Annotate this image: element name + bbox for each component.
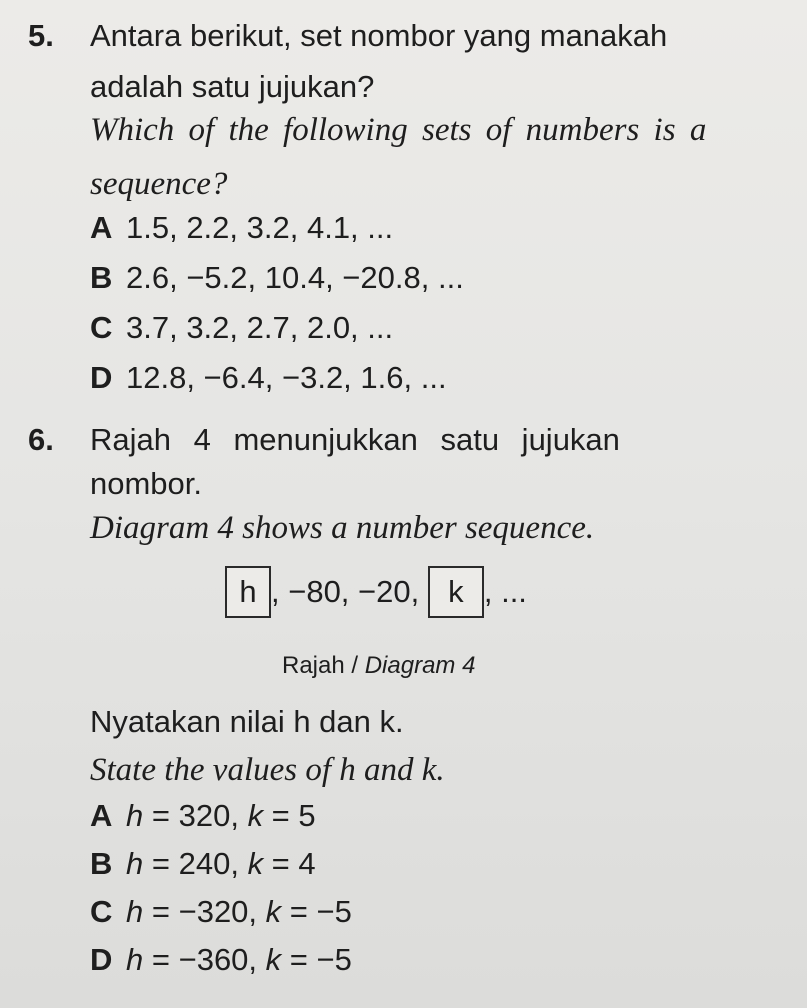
sequence-box-h: h (225, 566, 271, 618)
number-sequence-diagram (225, 562, 527, 622)
question-5-english-line-2: sequence? (90, 166, 228, 202)
q5-option-b-letter: B (90, 260, 113, 295)
q6-option-c-answer: h = −320, k = −5 (126, 894, 352, 929)
q5-option-a-letter: A (90, 210, 113, 245)
q6-option-d-letter: D (90, 942, 113, 977)
q5-option-d-text: 12.8, −6.4, −3.2, 1.6, ... (126, 360, 447, 395)
q6-option-a-h: 320 (178, 798, 231, 833)
q6-option-a-letter: A (90, 798, 113, 833)
q5-option-d-letter: D (90, 360, 113, 395)
q6-option-b-answer: h = 240, k = 4 (126, 846, 316, 881)
caption-malay: Rajah / (282, 652, 365, 679)
sequence-tail: , ... (483, 574, 527, 609)
question-6-number: 6. (28, 422, 54, 457)
q6-option-c-h: −320 (178, 894, 249, 929)
q6-option-a-answer: h = 320, k = 5 (126, 798, 316, 833)
q6-option-a-k: 5 (298, 798, 316, 833)
sequence-middle-terms: , −80, −20, (271, 574, 428, 609)
q6-option-c-k: −5 (316, 894, 352, 929)
q5-option-a-text: 1.5, 2.2, 3.2, 4.1, ... (126, 210, 394, 245)
q6-option-c-letter: C (90, 894, 113, 929)
q5-option-c-text: 3.7, 3.2, 2.7, 2.0, ... (126, 310, 394, 345)
q6-option-d-k: −5 (316, 942, 352, 977)
q5-option-c-letter: C (90, 310, 113, 345)
question-5-number: 5. (28, 18, 54, 53)
caption-english: Diagram 4 (364, 652, 476, 679)
question-6-prompt-malay: Nyatakan nilai h dan k. (90, 704, 404, 739)
question-5-malay-line-1: Antara berikut, set nombor yang manakah (90, 18, 668, 53)
question-6-malay-line-1: Rajah 4 menunjukkan satu jujukan (90, 422, 620, 457)
diagram-caption (282, 652, 475, 680)
q6-option-b-h: 240 (178, 846, 231, 881)
question-5-malay-line-2: adalah satu jujukan? (90, 69, 375, 104)
q5-option-b-text: 2.6, −5.2, 10.4, −20.8, ... (126, 260, 464, 295)
question-6-english-line-1: Diagram 4 shows a number sequence. (90, 510, 595, 546)
question-6-prompt-english: State the values of h and k. (90, 752, 445, 788)
q6-option-d-h: −360 (178, 942, 249, 977)
q6-option-b-k: 4 (298, 846, 316, 881)
question-6-malay-line-2: nombor. (90, 466, 203, 501)
q6-option-d-answer: h = −360, k = −5 (126, 942, 352, 977)
q6-option-b-letter: B (90, 846, 113, 881)
question-5-english-line-1: Which of the following sets of numbers is a (90, 112, 707, 148)
sequence-box-k: k (428, 566, 484, 618)
